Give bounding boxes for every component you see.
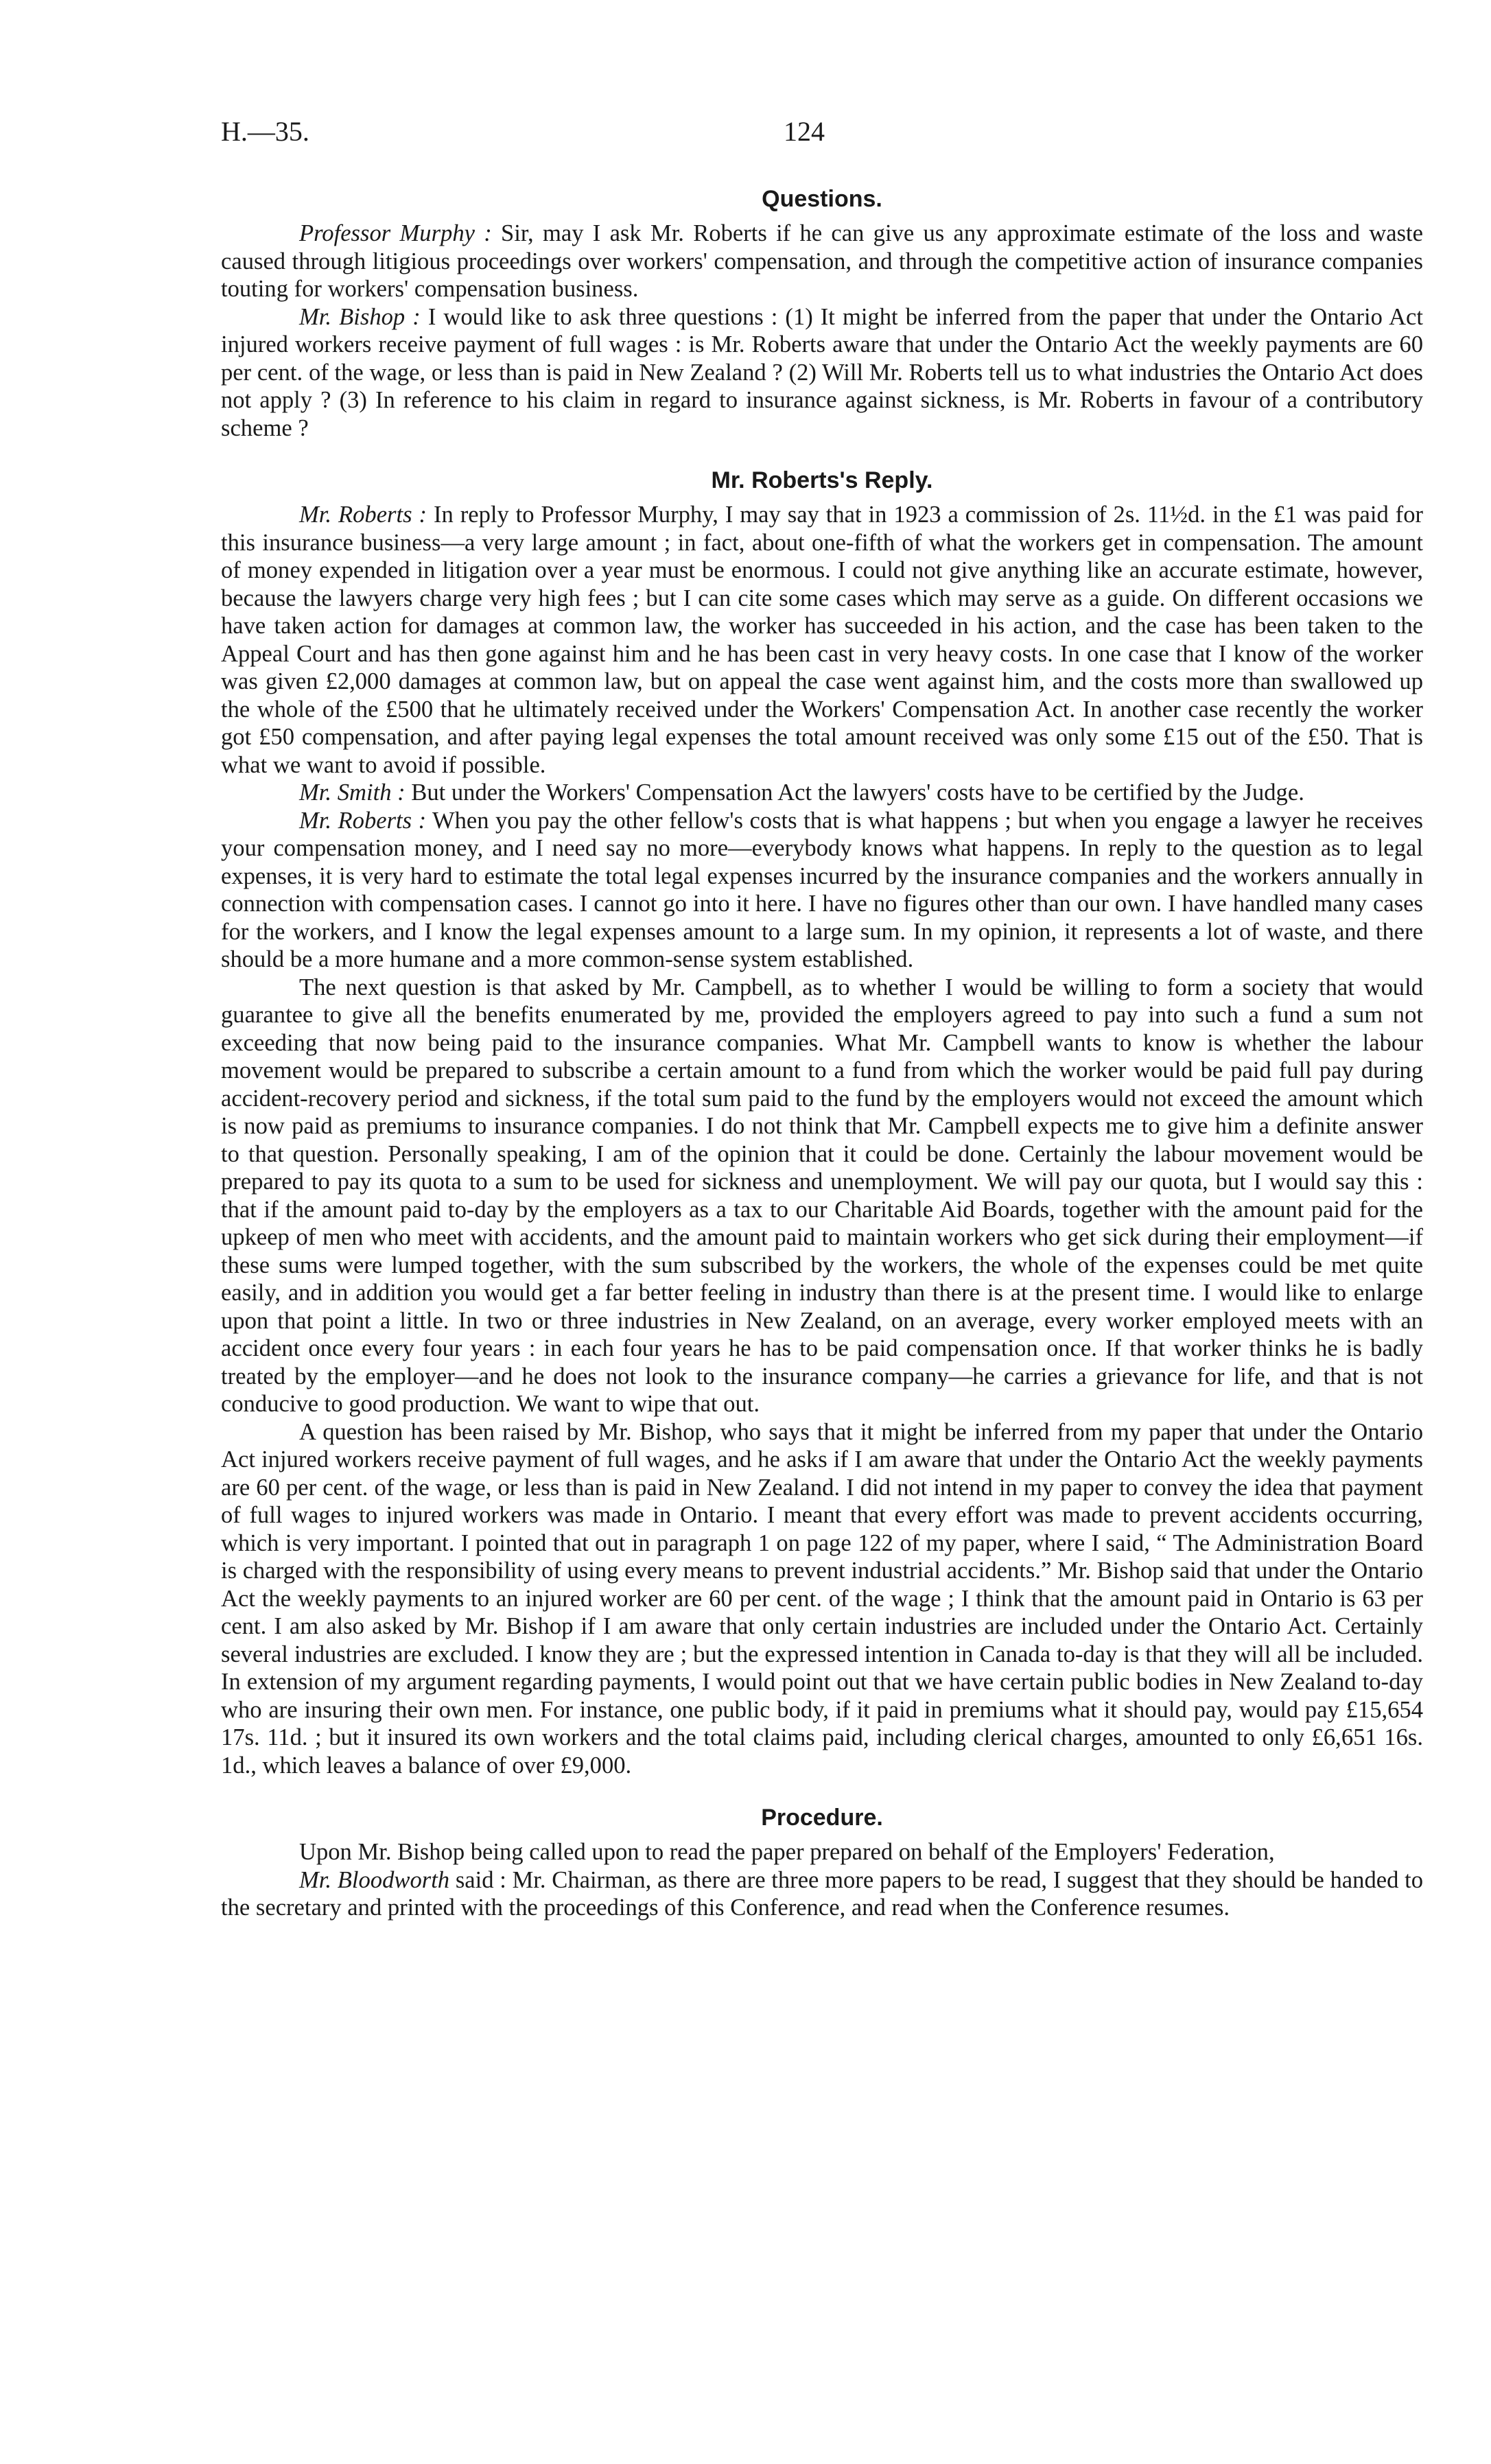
speaker-name: Professor Murphy : (299, 220, 492, 246)
page-number: 124 (784, 116, 825, 147)
section-heading-reply: Mr. Roberts's Reply. (711, 467, 933, 493)
paragraph (221, 807, 1423, 974)
paragraph (221, 1418, 1423, 1780)
speaker-name: Mr. Bloodworth (299, 1866, 450, 1893)
paragraph-text: Upon Mr. Bishop being called upon to read the paper prepared on behalf of the Employers' Federation, (299, 1839, 1275, 1865)
paragraph-text: The next question is that asked by Mr. Campbell, as to whether I would be willing to form a society that would guarantee to give all the benefits enumerated by me, provided the employers agreed to pay into such a fund a sum not exceeding that now being paid to the insurance companies. What Mr. Campbell wants to know is whether the labour movement would be prepared to subscribe a certain amount to a fund from which the worker would be paid full pay during accident-recovery period and sickness, if the total sum paid to the fund by the employers would not exceed the amount which is now paid as premiums to insurance companies. I do not think that Mr. Campbell expects me to give him a definite answer to that question. Personally speaking, I am of the opinion that it could be done. Certainly the labour movement would be prepared to pay its quota to a sum to be used for sickness and unemployment. We will pay our quota, but I would say this : that if the amount paid to-day by the employers as a tax to our Charitable Aid Boards, together with the amount paid for the upkeep of men who meet with accidents, and the amount paid to maintain workers who get sick during their employment—if these sums were lumped together, with the sum subscribed by the workers, the whole of the expenses could be met quite easily, and in addition you would get a far better feeling in industry than there is at the present time. I would like to enlarge upon that point a little. In two or three industries in New Zealand, on an average, every worker employed meets with an accident once every four years : in each four years he has to be paid compensation once. If that worker thinks he is badly treated by the employer—and he does not look to the insurance company—he carries a grievance for life, and that is not conducive to good production. We want to wipe that out. (221, 974, 1423, 1417)
section-heading-procedure: Procedure. (761, 1805, 883, 1831)
paragraph (221, 1838, 1423, 1866)
section-heading-questions: Questions. (762, 186, 882, 212)
page-body (221, 184, 1423, 1922)
paragraph (221, 220, 1423, 303)
paragraph (221, 501, 1423, 779)
paragraph (221, 974, 1423, 1418)
paragraph-text: Sir, may I ask Mr. Roberts if he can give us any approximate estimate of the loss and waste caused through litigious proceedings over workers' compensation, and through the competitive action of insurance companies touting for workers' compensation business. (221, 220, 1423, 302)
paragraph-text: When you pay the other fellow's costs that is what happens ; but when you engage a lawyer he receives your compensation money, and I need say no more—everybody knows what happens. In reply to the question as to legal expenses, it is very hard to estimate the total legal expenses incurred by the insurance companies and the workers annually in connection with compensation cases. I cannot go into it here. I have no figures other than our own. I have handled many cases for the workers, and I know the legal expenses amount to a large sum. In my opinion, it represents a lot of waste, and there should be a more humane and a more common-sense system established. (221, 807, 1423, 972)
paragraph-text: A question has been raised by Mr. Bishop, who says that it might be inferred from my paper that under the Ontario Act injured workers receive payment of full wages, and he asks if I am aware that under the Ontario Act the weekly payments are 60 per cent. of the wage, or less than is paid in New Zealand. I did not intend in my paper to convey the idea that payment of full wages to injured workers was made in Ontario. I meant that every effort was made to prevent accidents occurring, which is very important. I pointed that out in paragraph 1 on page 122 of my paper, where I said, “ The Administration Board is charged with the responsibility of using every means to prevent industrial accidents.” Mr. Bishop said that under the Ontario Act the weekly payments to an injured worker are 60 per cent. of the wage ; I think that the amount paid in Ontario is 63 per cent. I am also asked by Mr. Bishop if I am aware that only certain industries are included under the Ontario Act. Certainly several industries are excluded. I know they are ; but the expressed intention in Canada to-day is that they will all be included. In extension of my argument regarding payments, I would point out that we have certain public bodies in New Zealand to-day who are insuring their own men. For instance, one public body, if it paid in premiums what it should pay, would pay £15,654 17s. 11d. ; but it insured its own workers and the total claims paid, including clerical charges, amounted to only £6,651 16s. 1d., which leaves a balance of over £9,000. (221, 1418, 1423, 1779)
speaker-name: Mr. Bishop : (299, 303, 421, 330)
document-reference: H.—35. (221, 116, 309, 147)
paragraph (221, 303, 1423, 443)
paragraph-text: I would like to ask three questions : (1) It might be inferred from the paper that under the Ontario Act injured workers receive payment of full wages : is Mr. Roberts aware that under the Ontario Act the weekly payments are 60 per cent. of the wage, or less than is paid in New Zealand ? (2) Will Mr. Roberts tell us to what industries the Ontario Act does not apply ? (3) In reference to his claim in regard to insurance against sickness, is Mr. Roberts in favour of a contributory scheme ? (221, 303, 1424, 441)
running-header (221, 115, 1422, 156)
paragraph-text: In reply to Professor Murphy, I may say that in 1923 a commission of 2s. 11½d. in the £1 was paid for this insurance business—a very large amount ; in fact, about one-fifth of what the workers get in compensation. The amount of money expended in litigation over a year must be enormous. I could not give anything like an accurate estimate, however, because the lawyers charge very high fees ; but I can cite some cases which may serve as a guide. On different occasions we have taken action for damages at common law, the worker has succeeded in his action, and the case has been taken to the Appeal Court and has then gone against him and he has been cast in very heavy costs. In one case that I know of the worker was given £2,000 damages at common law, but on appeal the case went against him, and the costs more than swallowed up the whole of the £500 that he ultimately received under the Workers' Compensation Act. In another case recently the worker got £50 compensation, and after paying legal expenses the total amount received was only some £15 out of the £50. That is what we want to avoid if possible. (221, 502, 1423, 778)
paragraph (221, 779, 1423, 807)
speaker-name: Mr. Smith : (299, 779, 406, 806)
speaker-name: Mr. Roberts : (299, 807, 427, 834)
paragraph (221, 1866, 1423, 1922)
paragraph-text: But under the Workers' Compensation Act the lawyers' costs have to be certified by the Judge. (405, 779, 1304, 806)
speaker-name: Mr. Roberts : (299, 502, 427, 528)
paragraph-text: said : Mr. Chairman, as there are three more papers to be read, I suggest that they should be handed to the secretary and printed with the proceedings of this Conference, and read when the Conference resumes. (221, 1866, 1423, 1921)
